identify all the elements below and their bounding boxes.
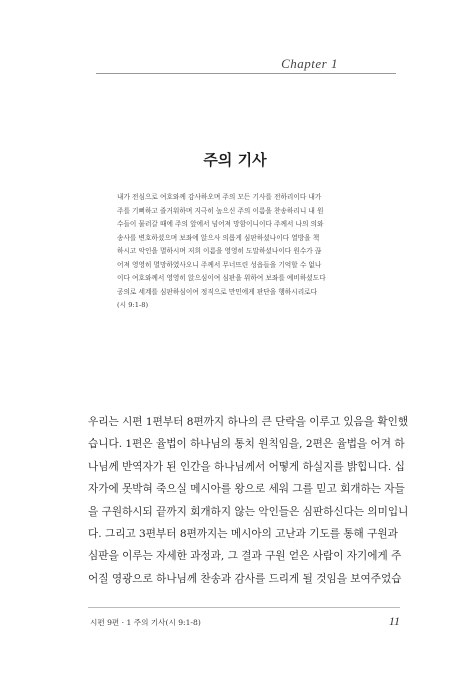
scripture-quote <box>117 191 357 313</box>
chapter-header <box>96 56 396 86</box>
body-line: 어질 영광으로 하나님께 찬송과 감사를 드리게 될 것임을 보여주었습 <box>88 572 402 585</box>
body-line: 습니다. 1편은 율법이 하나님의 통치 원칙임을, 2편은 율법을 어겨 하 <box>88 438 405 451</box>
body-line: 우리는 시편 1편부터 8편까지 하나의 큰 단락을 이루고 있음을 확인했 <box>88 416 409 428</box>
body-line: 나님께 반역자가 된 인간을 하나님께서 어떻게 하실지를 밝힙니다. 십 <box>88 460 405 473</box>
body-line: 다. 그리고 3편부터 8편까지는 메시아의 고난과 기도를 통해 구원과 <box>88 528 398 541</box>
chapter-divider <box>96 73 396 74</box>
quote-line: 하시고 악인을 멸하시며 저희 이름을 영영히 도말하셨나이다 원수가 끊 <box>117 247 322 255</box>
body-line: 자가에 못박혀 죽으실 메시아를 왕으로 세워 그를 믿고 회개하는 자들 <box>88 483 405 496</box>
page-title: 주의 기사 <box>203 151 267 169</box>
body-line: 을 구원하시되 끝까지 회개하지 않는 악인들은 심판하신다는 의미입니 <box>88 505 409 518</box>
quote-line: 어져 영영히 멸망하였사오니 주께서 무너뜨린 성읍들을 기억할 수 없나 <box>117 260 322 269</box>
body-paragraph <box>88 411 409 590</box>
running-title: 시편 9편 · 1 주의 기사(시 9:1-8) <box>90 618 201 627</box>
quote-reference: (시 9:1-8) <box>117 301 149 309</box>
quote-line: 수들이 물러갈 때에 주의 앞에서 넘어져 망함이니이다 주께서 나의 의와 <box>117 220 324 228</box>
quote-line: 내가 전심으로 여호와께 감사하오며 주의 모든 기사를 전하리이다 내가 <box>117 193 322 201</box>
quote-line: 송사를 변호하셨으며 보좌에 앉으사 의롭게 심판하셨나이다 열방을 책 <box>117 233 320 242</box>
quote-line: 공의로 세계를 심판하심이여 정직으로 만민에게 판단을 행하시리로다 <box>117 287 318 296</box>
chapter-label: Chapter 1 <box>281 56 338 71</box>
page-number: 11 <box>388 614 400 628</box>
footer-divider <box>88 607 400 608</box>
quote-line: 이다 여호와께서 영영히 앉으심이여 심판을 위하여 보좌를 예비하셨도다 <box>117 274 326 282</box>
body-line: 심판을 이루는 자세한 과정과, 그 결과 구원 얻은 사람이 자기에게 주 <box>88 550 402 563</box>
quote-line: 주를 기뻐하고 즐거워하며 지극히 높으신 주의 이름을 찬송하리니 내 원 <box>117 206 324 215</box>
